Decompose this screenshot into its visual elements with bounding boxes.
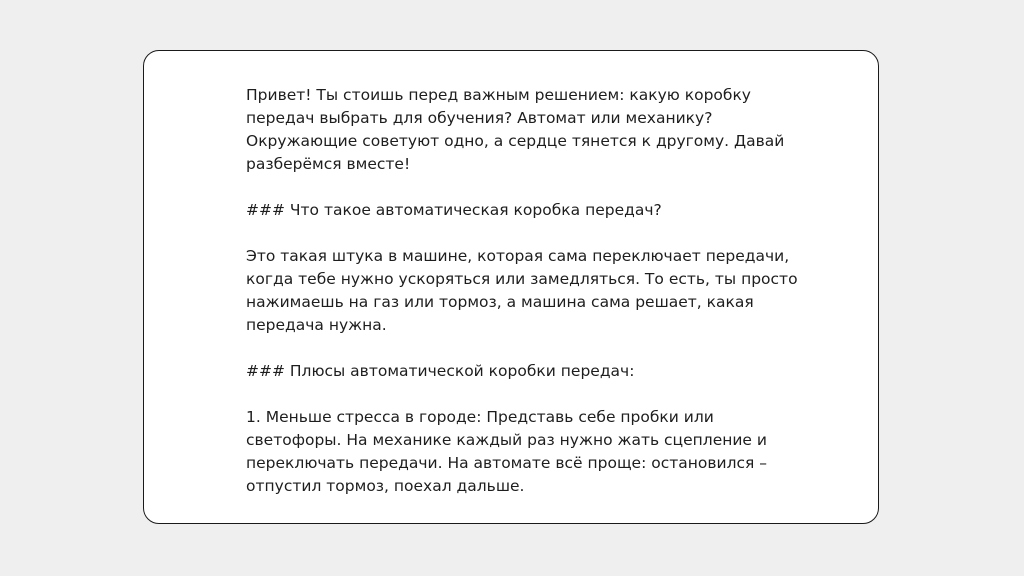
text-content — [246, 84, 806, 498]
text-card — [143, 50, 879, 524]
list-item-less-stress: 1. Меньше стресса в городе: Представь себе пробки или светофоры. На механике каждый раз нужно жать сцепление и переключать передачи. На автомате всё проще: остановился – отпустил тормоз, поехал дальше. — [246, 408, 768, 495]
intro-paragraph: Привет! Ты стоишь перед важным решением: какую коробку передач выбрать для обучения? Автомат или механику? Окружающие советуют одно, а сердце тянется к другому. Давай разберёмся вместе! — [246, 86, 785, 173]
heading-pros-automatic: ### Плюсы автоматической коробки передач: — [246, 362, 635, 380]
definition-paragraph: Это такая штука в машине, которая сама переключает передачи, когда тебе нужно ускоряться или замедляться. То есть, ты просто нажимаешь на газ или тормоз, а машина сама решает, какая передача нужна. — [246, 247, 798, 334]
heading-what-is-automatic: ### Что такое автоматическая коробка передач? — [246, 201, 662, 219]
